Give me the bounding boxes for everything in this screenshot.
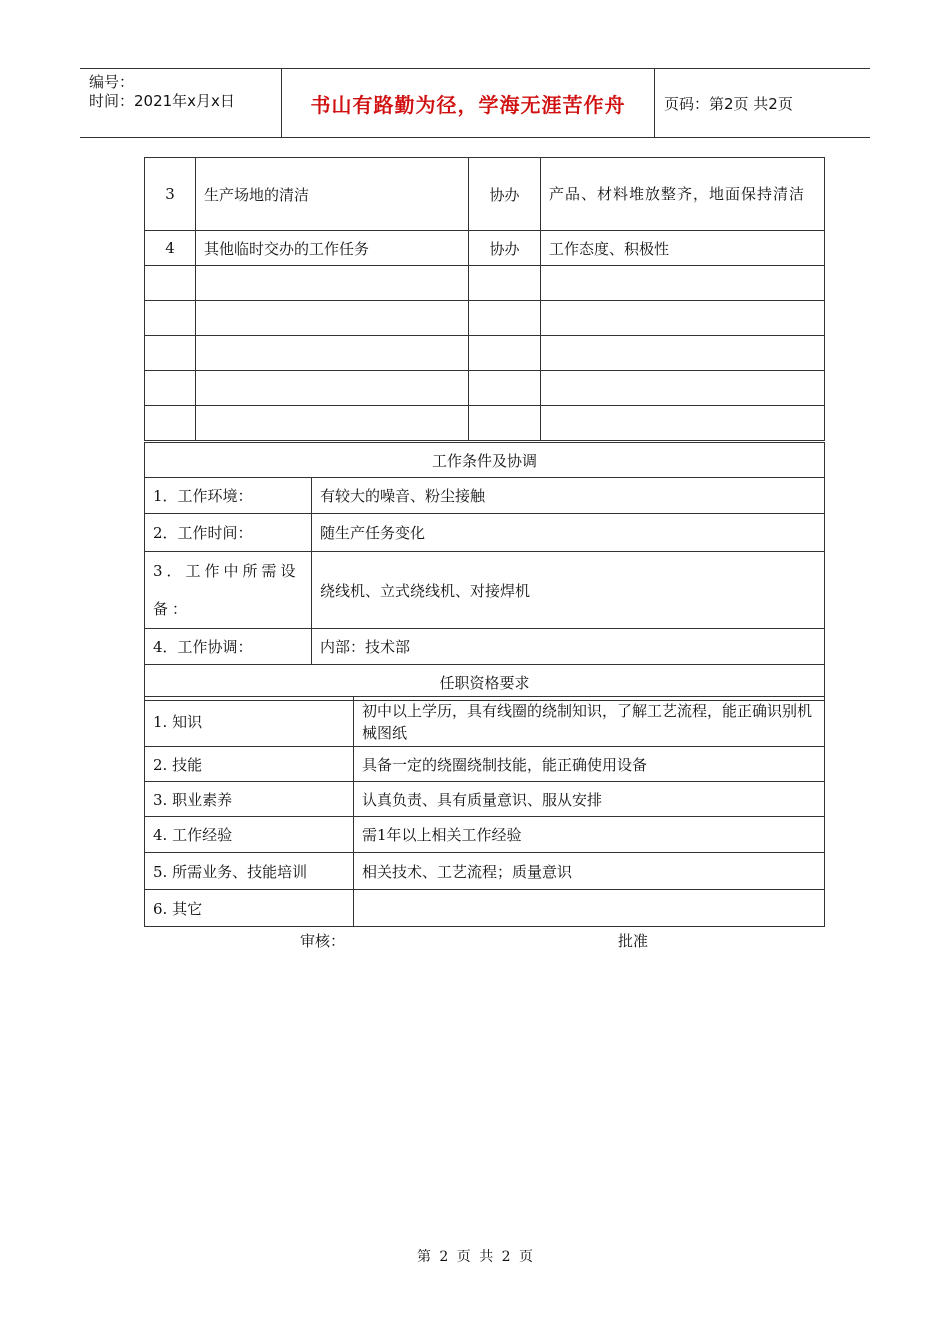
condition-value: 有较大的噪音、粉尘接触 <box>312 478 825 514</box>
date-label: 时间：2021年x月x日 <box>89 92 235 110</box>
duty-number <box>145 406 196 441</box>
table-row <box>145 514 825 552</box>
duty-task: 其他临时交办的工作任务 <box>196 231 469 266</box>
qualification-value: 相关技术、工艺流程；质量意识 <box>354 853 825 890</box>
table-row <box>145 782 825 817</box>
qualifications-table <box>144 696 825 927</box>
duty-task <box>196 266 469 301</box>
serial-number-label: 编号： <box>89 73 135 91</box>
qualification-value: 需1年以上相关工作经验 <box>354 817 825 853</box>
duty-role <box>469 336 541 371</box>
page-header <box>80 68 870 138</box>
qualification-value: 认真负责、具有质量意识、服从安排 <box>354 782 825 817</box>
duty-standard <box>541 266 825 301</box>
page-footer: 第 2 页 共 2 页 <box>416 1249 534 1265</box>
duty-standard <box>541 301 825 336</box>
condition-label: 1．工作环境： <box>145 478 312 514</box>
duty-task <box>196 406 469 441</box>
duty-task: 生产场地的清洁 <box>196 158 469 231</box>
duty-task <box>196 301 469 336</box>
table-row <box>145 406 825 441</box>
table-row <box>145 629 825 665</box>
qualification-label: 3. 职业素养 <box>145 782 354 817</box>
qualification-label: 1. 知识 <box>145 697 354 747</box>
table-row <box>145 478 825 514</box>
duties-table <box>144 157 825 441</box>
table-row <box>145 266 825 301</box>
duty-role <box>469 371 541 406</box>
duty-standard <box>541 371 825 406</box>
duty-number <box>145 301 196 336</box>
table-row <box>145 231 825 266</box>
review-label: 审核： <box>300 932 346 950</box>
duty-role: 协办 <box>469 158 541 231</box>
duty-number <box>145 336 196 371</box>
qualification-label: 4. 工作经验 <box>145 817 354 853</box>
duty-number <box>145 371 196 406</box>
table-row <box>145 301 825 336</box>
qualification-label: 2. 技能 <box>145 747 354 782</box>
table-row <box>145 336 825 371</box>
conditions-title: 工作条件及协调 <box>145 443 825 478</box>
duty-role: 协办 <box>469 231 541 266</box>
qualification-value: 具备一定的绕圈绕制技能，能正确使用设备 <box>354 747 825 782</box>
header-page-number: 页码：第2页 共2页 <box>664 94 793 113</box>
table-row <box>145 747 825 782</box>
duty-role <box>469 266 541 301</box>
conditions-table <box>144 442 825 701</box>
duty-number: 4 <box>145 231 196 266</box>
duty-role <box>469 301 541 336</box>
duty-task <box>196 371 469 406</box>
duty-standard: 产品、材料堆放整齐，地面保持清洁 <box>541 158 825 231</box>
condition-value: 绕线机、立式绕线机、对接焊机 <box>312 552 825 629</box>
qualifications-title: 任职资格要求 <box>145 665 825 701</box>
qualification-label: 6. 其它 <box>145 890 354 927</box>
duty-task <box>196 336 469 371</box>
table-row <box>145 697 825 747</box>
condition-value: 随生产任务变化 <box>312 514 825 552</box>
condition-label: 2．工作时间： <box>145 514 312 552</box>
table-row <box>145 817 825 853</box>
duty-standard <box>541 336 825 371</box>
duty-role <box>469 406 541 441</box>
qualification-value: 初中以上学历，具有线圈的绕制知识，了解工艺流程，能正确识别机械图纸 <box>354 697 825 747</box>
condition-label: 4．工作协调： <box>145 629 312 665</box>
approve-label: 批准 <box>618 932 649 950</box>
section-header-row <box>145 443 825 478</box>
header-motto: 书山有路勤为径，学海无涯苦作舟 <box>282 69 655 137</box>
table-row <box>145 552 825 629</box>
duty-number: 3 <box>145 158 196 231</box>
condition-label: 3．工作中所需设备： <box>145 552 312 629</box>
table-row <box>145 853 825 890</box>
header-meta <box>80 69 282 137</box>
table-row <box>145 890 825 927</box>
condition-value: 内部：技术部 <box>312 629 825 665</box>
table-row <box>145 371 825 406</box>
qualification-value <box>354 890 825 927</box>
duty-number <box>145 266 196 301</box>
qualification-label: 5. 所需业务、技能培训 <box>145 853 354 890</box>
table-row <box>145 158 825 231</box>
duty-standard: 工作态度、积极性 <box>541 231 825 266</box>
duty-standard <box>541 406 825 441</box>
